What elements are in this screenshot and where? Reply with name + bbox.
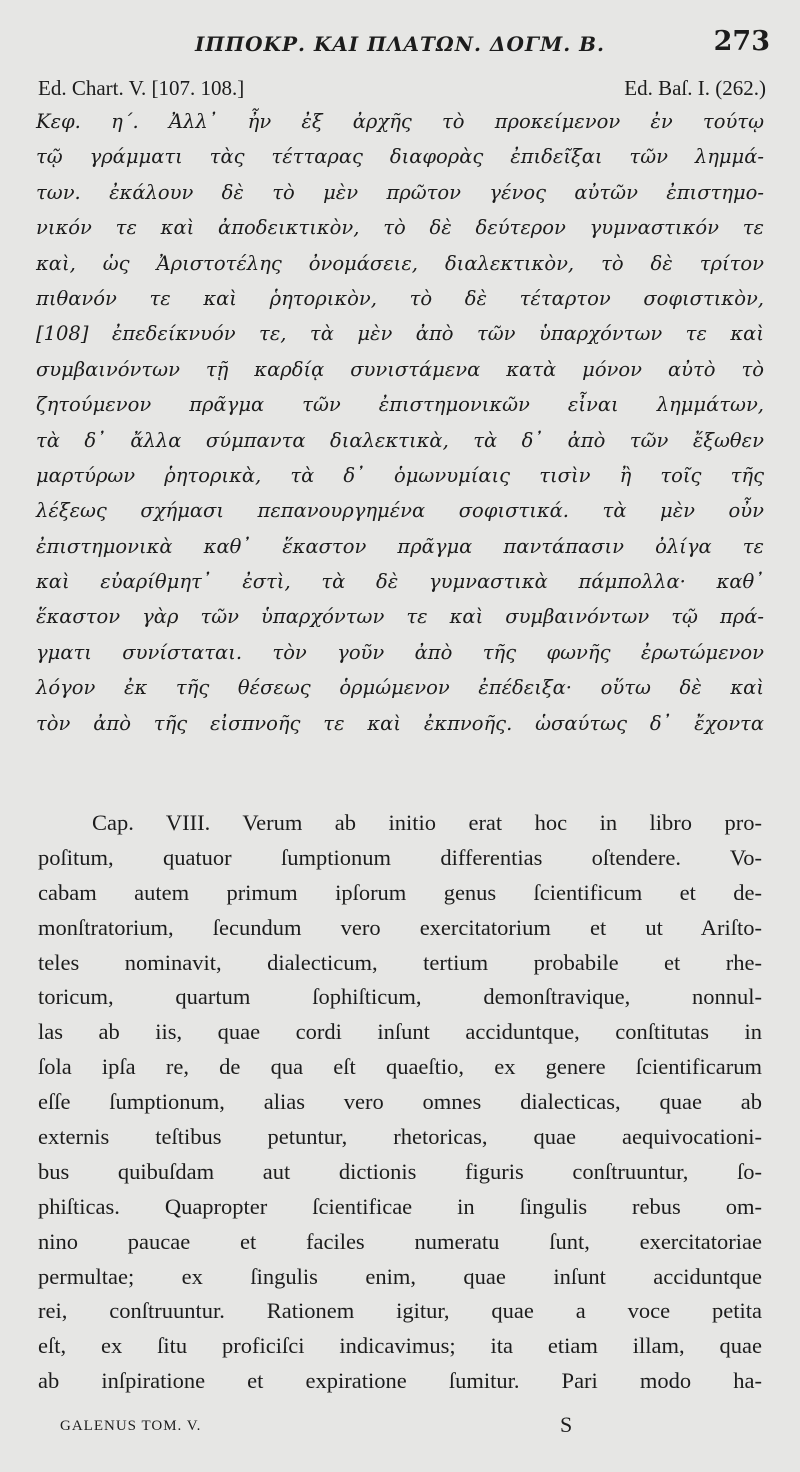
signature-mark: S	[560, 1412, 573, 1437]
greek-line: πιθανόν τε καὶ ῥητορικὸν, τὸ δὲ τέταρτον σοφιστικὸν,	[36, 286, 764, 310]
greek-line: λόγον ἐκ τῆς θέσεως ὁρμώμενον ἐπέδειξα· οὕτω δὲ καὶ	[36, 676, 764, 700]
greek-line: ζητούμενον πρᾶγμα τῶν ἐπιστημονικῶν εἶναι λημμάτων,	[36, 393, 764, 417]
greek-line: καὶ εὐαρίθμητ᾽ ἐστὶ, τὰ δὲ γυμναστικὰ πάμπολλα· καθ᾽	[36, 570, 764, 594]
latin-line: permultae; ex ſingulis enim, quae inſunt acciduntque	[38, 1263, 762, 1289]
edition-basel: Ed. Baſ. I. (262.)	[624, 76, 766, 100]
latin-line: ſola ipſa re, de qua eſt quaeſtio, ex genere ſcientificarum	[38, 1054, 762, 1080]
running-head-title: ΙΠΠΟΚΡ. ΚΑΙ ΠΛΑΤΩΝ. ΔΟΓΜ. Β.	[194, 32, 606, 56]
latin-line: poſitum, quatuor ſumptionum differentias oſtendere. Vo-	[38, 844, 762, 870]
latin-translation	[38, 806, 762, 1399]
latin-line: las ab iis, quae cordi inſunt acciduntque, conſtitutas in	[38, 1019, 762, 1045]
greek-text	[36, 104, 764, 741]
greek-line: γματι συνίσταται. τὸν γοῦν ἀπὸ τῆς φωνῆς ἐρωτώμενον	[36, 640, 764, 664]
edition-chartier: Ed. Chart. V. [107. 108.]	[38, 76, 245, 100]
greek-line: μαρτύρων ῥητορικὰ, τὰ δ᾽ ὁμωνυμίαις τισὶν ἢ τοῖς τῆς	[36, 463, 764, 487]
greek-line: τὰ δ᾽ ἄλλα σύμπαντα διαλεκτικὰ, τὰ δ᾽ ἀπὸ τῶν ἔξωθεν	[36, 428, 764, 452]
latin-line: ab inſpiratione et expiratione ſumitur. Pari modo ha-	[38, 1368, 762, 1394]
latin-line: Cap. VIII. Verum ab initio erat hoc in libro pro-	[92, 810, 762, 835]
latin-line: nino paucae et faciles numeratu ſunt, exercitatoriae	[38, 1228, 762, 1254]
greek-line: Κεφ. η΄. Ἀλλ᾽ ἦν ἐξ ἀρχῆς τὸ προκείμενον ἐν τούτῳ	[36, 110, 764, 133]
greek-line: νικόν τε καὶ ἀποδεικτικὸν, τὸ δὲ δεύτερον γυμναστικόν τε	[36, 216, 764, 240]
edition-references	[38, 76, 766, 106]
latin-line: toricum, quartum ſophiſticum, demonſtravique, nonnul-	[38, 984, 762, 1010]
latin-line: bus quibuſdam aut dictionis figuris conſtruuntur, ſo-	[38, 1158, 762, 1184]
latin-line: eſt, ex ſitu proficiſci indicavimus; ita etiam illam, quae	[38, 1333, 762, 1359]
running-head	[30, 26, 770, 66]
page-footer	[60, 1412, 764, 1442]
greek-line: τὸν ἀπὸ τῆς εἰσπνοῆς τε καὶ ἐκπνοῆς. ὡσαύτως δ᾽ ἔχοντα	[36, 711, 764, 735]
page-number: 273	[713, 26, 770, 57]
latin-line: monſtratorium, ſecundum vero exercitatorium et ut Ariſto-	[38, 914, 762, 940]
latin-line: cabam autem primum ipſorum genus ſcientificum et de-	[38, 879, 762, 905]
footer-volume: GALENUS TOM. V.	[60, 1418, 202, 1434]
greek-line: καὶ, ὡς Ἀριστοτέλης ὀνομάσειε, διαλεκτικὸν, τὸ δὲ τρίτον	[36, 251, 764, 275]
greek-line: τῷ γράμματι τὰς τέτταρας διαφορὰς ἐπιδεῖξαι τῶν λημμά-	[36, 145, 764, 169]
greek-line: λέξεως σχήμασι πεπανουργημένα σοφιστικά. τὰ μὲν οὖν	[36, 499, 764, 523]
latin-line: externis teſtibus petuntur, rhetoricas, quae aequivocationi-	[38, 1124, 762, 1150]
latin-line: teles nominavit, dialecticum, tertium probabile et rhe-	[38, 949, 762, 975]
greek-line: συμβαινόντων τῇ καρδίᾳ συνιστάμενα κατὰ μόνον αὐτὸ τὸ	[36, 357, 764, 381]
greek-line: ἕκαστον γὰρ τῶν ὑπαρχόντων τε καὶ συμβαινόντων τῷ πρά-	[36, 605, 764, 629]
greek-line: [108] ἐπεδείκνυόν τε, τὰ μὲν ἀπὸ τῶν ὑπαρχόντων τε καὶ	[36, 322, 764, 346]
latin-line: phiſticas. Quapropter ſcientificae in ſingulis rebus om-	[38, 1193, 762, 1219]
greek-line: ἐπιστημονικὰ καθ᾽ ἕκαστον πρᾶγμα παντάπασιν ὀλίγα τε	[36, 534, 764, 558]
latin-line: rei, conſtruuntur. Rationem igitur, quae a voce petita	[38, 1298, 762, 1324]
greek-line: των. ἐκάλουν δὲ τὸ μὲν πρῶτον γένος αὐτῶν ἐπιστημο-	[36, 180, 764, 204]
latin-line: eſſe ſumptionum, alias vero omnes dialecticas, quae ab	[38, 1089, 762, 1115]
